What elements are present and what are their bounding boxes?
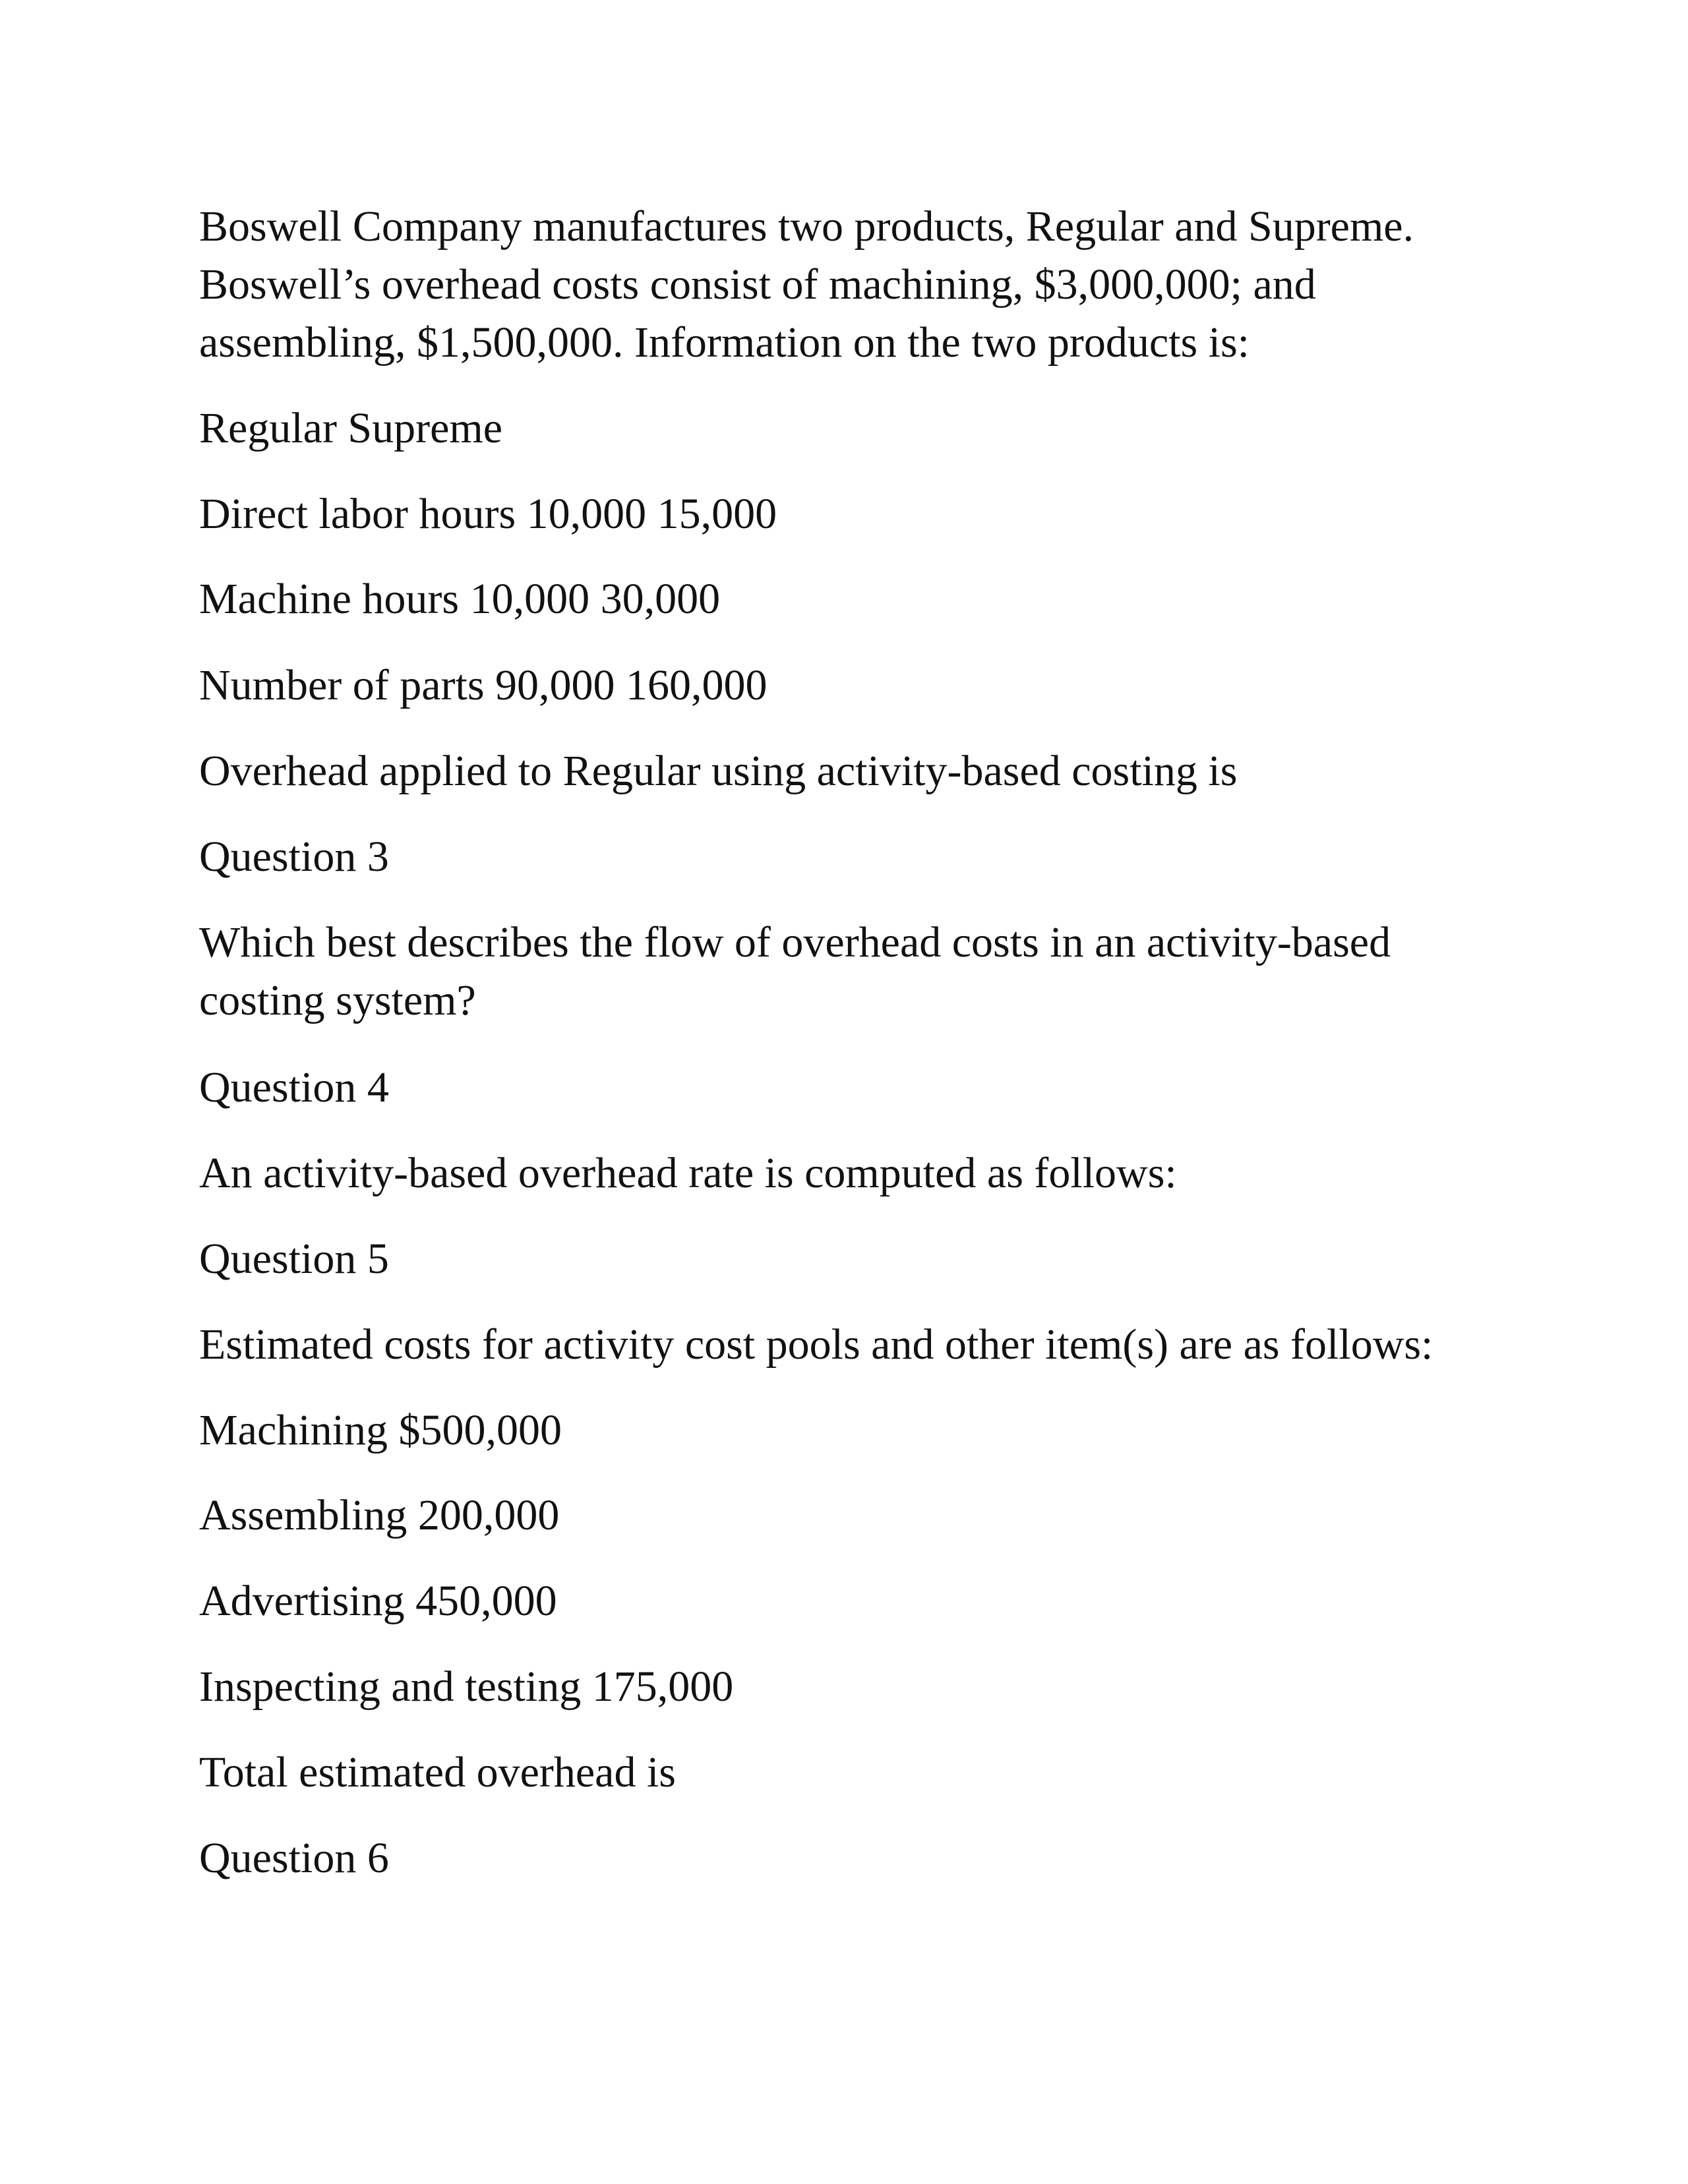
table-row-number-of-parts: Number of parts 90,000 160,000 [199, 661, 768, 709]
cost-item-assembling: Assembling 200,000 [199, 1491, 560, 1539]
cost-item-advertising: Advertising 450,000 [199, 1577, 557, 1625]
question-3-label: Question 3 [199, 833, 389, 881]
intro-paragraph [199, 198, 1414, 372]
intro-line: Boswell Company manufactures two products, Regular and Supreme. [199, 202, 1414, 251]
question-3-line: Which best describes the flow of overhead costs in an activity-based [199, 918, 1391, 966]
question-5-label: Question 5 [199, 1235, 389, 1283]
intro-line: assembling, $1,500,000. Information on the two products is: [199, 318, 1250, 367]
intro-line: Boswell’s overhead costs consist of machining, $3,000,000; and [199, 260, 1316, 309]
applied-overhead-question: Overhead applied to Regular using activity-based costing is [199, 747, 1238, 795]
table-row-direct-labor-hours: Direct labor hours 10,000 15,000 [199, 490, 777, 538]
cost-item-machining: Machining $500,000 [199, 1406, 562, 1454]
total-overhead-prompt: Total estimated overhead is [199, 1748, 676, 1796]
cost-item-inspecting-testing: Inspecting and testing 175,000 [199, 1663, 734, 1711]
question-4-label: Question 4 [199, 1063, 389, 1111]
table-row-machine-hours: Machine hours 10,000 30,000 [199, 575, 721, 623]
question-3-text [199, 914, 1391, 1030]
question-3-line: costing system? [199, 976, 476, 1024]
product-table-header: Regular Supreme [199, 404, 503, 452]
question-4-text: An activity-based overhead rate is computed as follows: [199, 1149, 1177, 1197]
question-5-text: Estimated costs for activity cost pools and other item(s) are as follows: [199, 1320, 1433, 1369]
question-6-label: Question 6 [199, 1834, 389, 1882]
